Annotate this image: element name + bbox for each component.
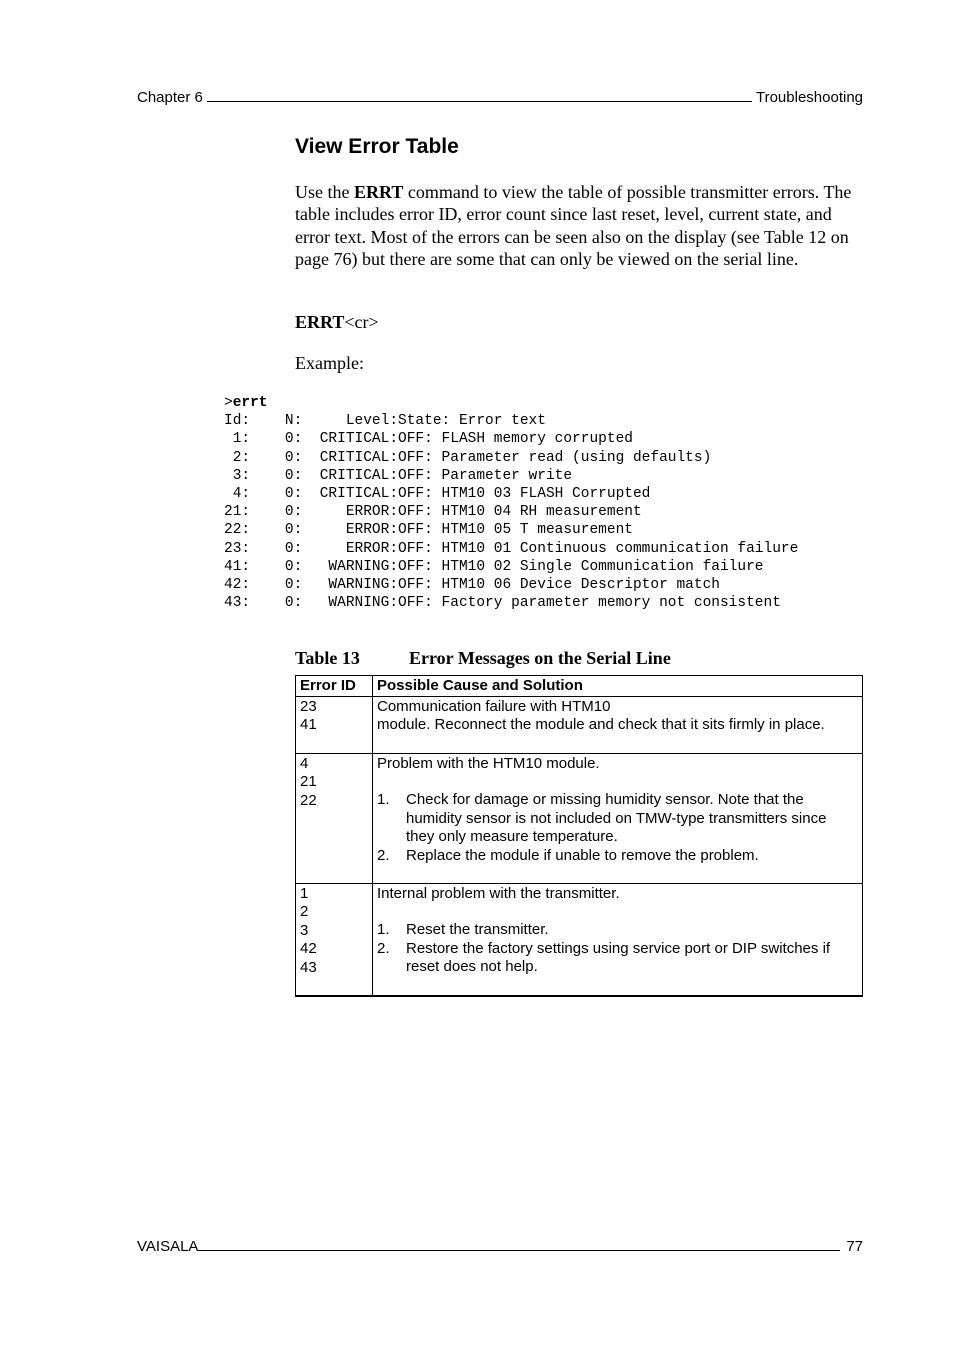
terminal-line: 43: 0: WARNING:OFF: Factory parameter memory not consistent (224, 595, 781, 612)
step-number: 2. (377, 939, 390, 957)
intro-before: Use the (295, 182, 354, 202)
error-id-cell (296, 883, 373, 996)
error-id: 21 (300, 773, 317, 790)
terminal-line: Id: N: Level:State: Error text (224, 413, 546, 430)
error-id: 41 (300, 716, 317, 733)
terminal-line: 42: 0: WARNING:OFF: HTM10 06 Device Descriptor match (224, 577, 720, 594)
error-id: 3 (300, 921, 309, 939)
solution-step (377, 940, 858, 977)
syntax-command: ERRT (295, 312, 345, 332)
table-row (296, 696, 863, 753)
error-id: 22 (300, 791, 317, 809)
step-number: 2. (377, 846, 390, 864)
terminal-line: 41: 0: WARNING:OFF: HTM10 02 Single Communication failure (224, 558, 764, 575)
error-id: 4 (300, 754, 309, 772)
solution-step (377, 791, 858, 847)
table-header-row (296, 676, 863, 697)
cause-text: module. Reconnect the module and check that it sits firmly in place. (377, 716, 825, 733)
error-id: 43 (300, 958, 317, 976)
terminal-line: 4: 0: CRITICAL:OFF: HTM10 03 FLASH Corrupted (224, 486, 651, 503)
cause-text: Internal problem with the transmitter. (377, 884, 620, 902)
page-number: 77 (846, 1238, 863, 1255)
syntax-suffix: <cr> (344, 312, 379, 332)
table-caption (295, 648, 671, 669)
cause-cell (373, 883, 863, 996)
command-syntax (295, 311, 860, 333)
intro-paragraph (295, 181, 860, 271)
section-title: View Error Table (295, 135, 459, 158)
header-rule (207, 101, 752, 102)
error-id-cell (296, 753, 373, 883)
chapter-label: Chapter 6 (137, 89, 203, 106)
terminal-line: 21: 0: ERROR:OFF: HTM10 04 RH measurement (224, 504, 642, 521)
terminal-output (224, 394, 798, 612)
error-id: 42 (300, 940, 317, 957)
page-footer (137, 1238, 863, 1255)
terminal-line: 1: 0: CRITICAL:OFF: FLASH memory corrupted (224, 431, 633, 448)
cause-cell (373, 696, 863, 753)
intro-after: command to view the table of possible transmitter errors. The table includes error ID, error count since last reset, level, current state, and error text. Most of the errors can be seen also on the display (see Table 12 on page 76) but there are some that can only be viewed on the serial line. (295, 182, 852, 270)
error-table (295, 675, 863, 997)
solution-steps (377, 921, 858, 977)
intro-command: ERRT (353, 182, 404, 202)
step-text: Reset the transmitter. (406, 921, 549, 938)
step-text: Replace the module if unable to remove the problem. (406, 846, 759, 864)
solution-steps (377, 791, 858, 865)
error-id: 23 (300, 697, 317, 715)
terminal-line: 23: 0: ERROR:OFF: HTM10 01 Continuous communication failure (224, 540, 799, 557)
step-text: Restore the factory settings using service port or DIP switches if reset does not help. (406, 939, 831, 975)
solution-step (377, 921, 858, 940)
header-error-id: Error ID (296, 676, 373, 697)
terminal-line: 3: 0: CRITICAL:OFF: Parameter write (224, 467, 573, 484)
chapter-title: Troubleshooting (755, 89, 863, 106)
error-id: 2 (300, 903, 309, 920)
solution-step (377, 847, 858, 866)
step-number: 1. (377, 921, 390, 938)
step-number: 1. (377, 791, 390, 808)
terminal-line: 22: 0: ERROR:OFF: HTM10 05 T measurement (224, 522, 633, 539)
footer-rule (198, 1250, 840, 1251)
cause-text: Communication failure with HTM10 (377, 697, 611, 715)
table-row (296, 753, 863, 883)
terminal-command: errt (232, 395, 268, 411)
cause-text: Problem with the HTM10 module. (377, 754, 600, 772)
table-title: Error Messages on the Serial Line (409, 648, 671, 668)
step-text: Check for damage or missing humidity sensor. Note that the humidity sensor is not included on TMW-type transmitters since they only measure temperature. (406, 791, 827, 845)
table-number: Table 13 (295, 648, 360, 668)
table-row (296, 883, 863, 996)
terminal-line: 2: 0: CRITICAL:OFF: Parameter read (using defaults) (224, 449, 712, 466)
page-header (137, 89, 863, 106)
company-name: VAISALA (137, 1238, 199, 1255)
error-id: 1 (300, 884, 309, 902)
header-cause: Possible Cause and Solution (373, 676, 863, 697)
cause-cell (373, 753, 863, 883)
terminal-prompt: > (224, 395, 233, 411)
example-label: Example: (295, 353, 364, 373)
error-id-cell (296, 696, 373, 753)
